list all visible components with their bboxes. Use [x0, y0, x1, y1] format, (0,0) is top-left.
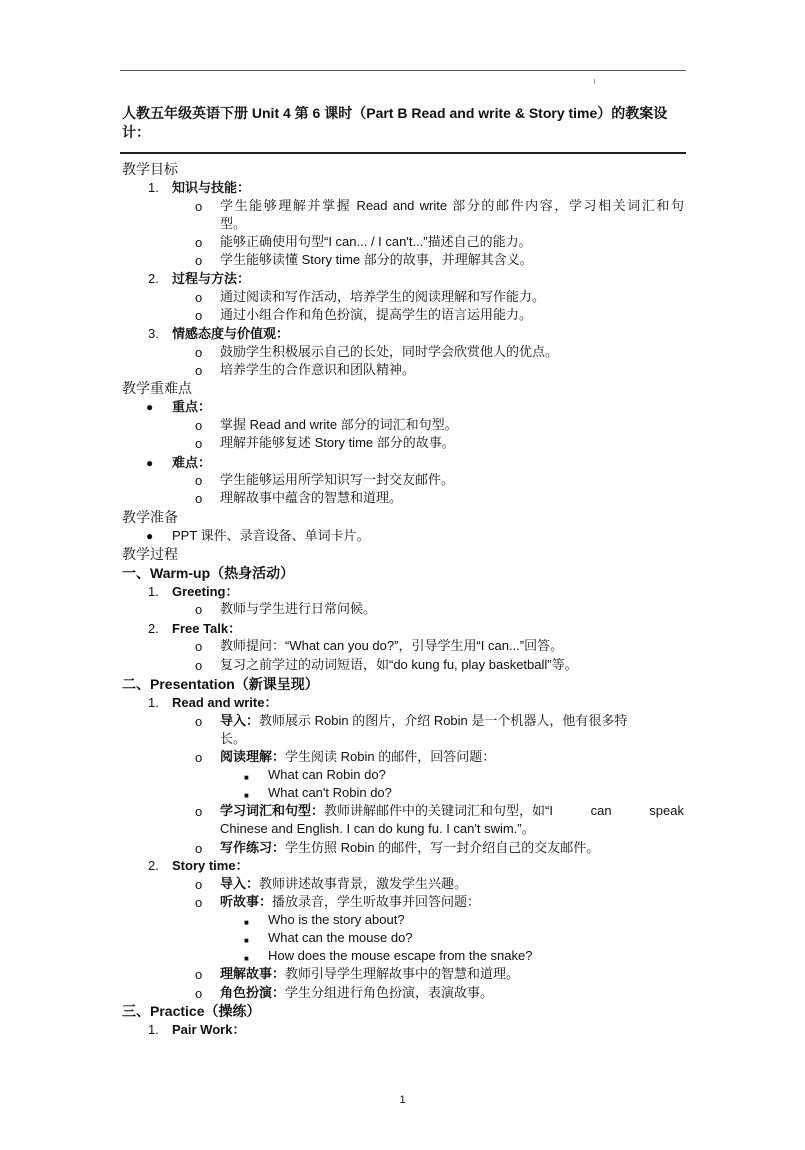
circle-bullet: o [195, 804, 203, 819]
item-text: can [590, 803, 612, 818]
item-text: 播放录音，学生听故事并回答问题： [272, 894, 481, 909]
list-item-cont: 长。 [220, 731, 247, 746]
list-item: 理解故事中蕴含的智慧和道理。 [220, 490, 403, 505]
item-label: 阅读理解： [220, 749, 286, 764]
step-heading: Greeting： [172, 584, 239, 599]
circle-bullet: o [195, 986, 203, 1001]
list-item: 学生能够运用所学知识写一封交友邮件。 [220, 472, 455, 487]
section-heading-goals: 教学目标 [122, 161, 178, 177]
circle-bullet: o [195, 967, 203, 982]
square-bullet: ■ [244, 773, 249, 782]
item-text: 教师引导学生理解故事中的智慧和道理。 [285, 966, 520, 981]
header-rule [120, 70, 686, 71]
item-text: 学生阅读 Robin 的邮件，回答问题： [285, 749, 496, 764]
list-item-cont: Chinese and English. I can do kung fu. I can't swim.”。 [220, 821, 535, 836]
list-item: 复习之前学过的动词短语，如“do kung fu, play basketball”等。 [220, 657, 578, 672]
list-item: PPT 课件、录音设备、单词卡片。 [172, 528, 370, 543]
list-number: 1. [148, 584, 159, 599]
circle-bullet: o [195, 253, 203, 268]
item-label: 学习词汇和句型： [220, 803, 325, 818]
list-item [220, 965, 519, 983]
list-item [220, 712, 627, 730]
item-label: 角色扮演： [220, 985, 286, 1000]
key-points-label: 重点： [172, 399, 212, 414]
circle-bullet: o [195, 877, 203, 892]
circle-bullet: o [195, 235, 203, 250]
subsection-practice: 三、Practice（操练） [122, 1003, 261, 1019]
step-heading: Read and write： [172, 695, 278, 710]
list-item [220, 839, 599, 857]
list-item [220, 802, 684, 820]
item-text: 学生分组进行角色扮演，表演故事。 [285, 985, 494, 1000]
goal-1-heading: 知识与技能： [172, 180, 251, 195]
page-number: 1 [399, 1094, 406, 1106]
question-item: What can Robin do? [268, 767, 386, 782]
item-text: 学生仿照 Robin 的邮件，写一封介绍自己的交友邮件。 [285, 840, 600, 855]
item-text: 教师展示 Robin 的图片，介绍 Robin 是一个机器人，他有很多特 [259, 713, 628, 728]
item-label: 导入： [220, 713, 260, 728]
list-item: 理解并能够复述 Story time 部分的故事。 [220, 435, 455, 450]
question-item: What can the mouse do? [268, 930, 413, 945]
bullet: ● [146, 529, 154, 543]
list-item [220, 984, 493, 1002]
circle-bullet: o [195, 491, 203, 506]
list-item: 培养学生的合作意识和团队精神。 [220, 362, 416, 377]
circle-bullet: o [195, 750, 203, 765]
list-item: 鼓励学生积极展示自己的长处，同时学会欣赏他人的优点。 [220, 344, 559, 359]
circle-bullet: o [195, 714, 203, 729]
list-item: 教师提问：“What can you do?”，引导学生用“I can...”回答。 [220, 638, 564, 653]
section-heading-preparation: 教学准备 [122, 509, 178, 525]
list-item: 学生能够读懂 Story time 部分的故事，并理解其含义。 [220, 252, 533, 267]
list-item [220, 875, 467, 893]
list-item [220, 748, 495, 766]
list-item: 通过小组合作和角色扮演，提高学生的语言运用能力。 [220, 307, 533, 322]
list-number: 1. [148, 180, 159, 195]
list-item: 能够正确使用句型“I can... / I can't...”描述自己的能力。 [220, 234, 532, 249]
item-text: speak [649, 803, 684, 818]
step-heading: Free Talk： [172, 621, 242, 636]
difficulty-label: 难点： [172, 455, 212, 470]
list-item: 学生能够理解并掌握 Read and write 部分的邮件内容，学习相关词汇和句 [220, 198, 684, 213]
question-item: Who is the story about? [268, 912, 405, 927]
item-label: 写作练习： [220, 840, 286, 855]
item-label: 听故事： [220, 894, 273, 909]
question-item: How does the mouse escape from the snake? [268, 948, 533, 963]
section-heading-key-points: 教学重难点 [122, 380, 192, 396]
square-bullet: ■ [244, 936, 249, 945]
item-label: 导入： [220, 876, 260, 891]
circle-bullet: o [195, 308, 203, 323]
circle-bullet: o [195, 418, 203, 433]
square-bullet: ■ [244, 954, 249, 963]
title-rule [120, 152, 686, 154]
goal-3-heading: 情感态度与价值观： [172, 326, 290, 341]
circle-bullet: o [195, 841, 203, 856]
list-number: 3. [148, 326, 159, 341]
question-item: What can't Robin do? [268, 785, 392, 800]
circle-bullet: o [195, 658, 203, 673]
bullet: ● [146, 400, 154, 414]
list-item: 掌握 Read and write 部分的词汇和句型。 [220, 417, 458, 432]
list-number: 2. [148, 271, 159, 286]
list-number: 1. [148, 695, 159, 710]
document-title: 人教五年级英语下册 Unit 4 第 6 课时（Part B Read and write & Story time）的教案设计： [122, 105, 668, 140]
circle-bullet: o [195, 290, 203, 305]
list-number: 2. [148, 858, 159, 873]
subsection-presentation: 二、Presentation（新课呈现） [122, 676, 319, 692]
goal-2-heading: 过程与方法： [172, 271, 251, 286]
header-mark [594, 79, 595, 84]
item-text: 教师讲述故事背景，激发学生兴趣。 [259, 876, 468, 891]
circle-bullet: o [195, 473, 203, 488]
item-label: 理解故事： [220, 966, 286, 981]
list-number: 2. [148, 621, 159, 636]
step-heading: Pair Work： [172, 1022, 246, 1037]
bullet: ● [146, 456, 154, 470]
circle-bullet: o [195, 895, 203, 910]
list-item: 通过阅读和写作活动，培养学生的阅读理解和写作能力。 [220, 289, 546, 304]
list-item [220, 893, 480, 911]
item-text: 学习词汇和句型：教师讲解邮件中的关键词汇和句型，如“I [220, 803, 553, 818]
square-bullet: ■ [244, 791, 249, 800]
circle-bullet: o [195, 639, 203, 654]
circle-bullet: o [195, 199, 203, 214]
section-heading-process: 教学过程 [122, 546, 178, 562]
square-bullet: ■ [244, 918, 249, 927]
step-heading: Story time： [172, 858, 249, 873]
subsection-warm-up: 一、Warm-up（热身活动） [122, 565, 295, 581]
circle-bullet: o [195, 363, 203, 378]
circle-bullet: o [195, 436, 203, 451]
list-item: 教师与学生进行日常问候。 [220, 601, 377, 616]
list-number: 1. [148, 1022, 159, 1037]
list-item-cont: 型。 [220, 216, 247, 231]
circle-bullet: o [195, 602, 203, 617]
circle-bullet: o [195, 345, 203, 360]
